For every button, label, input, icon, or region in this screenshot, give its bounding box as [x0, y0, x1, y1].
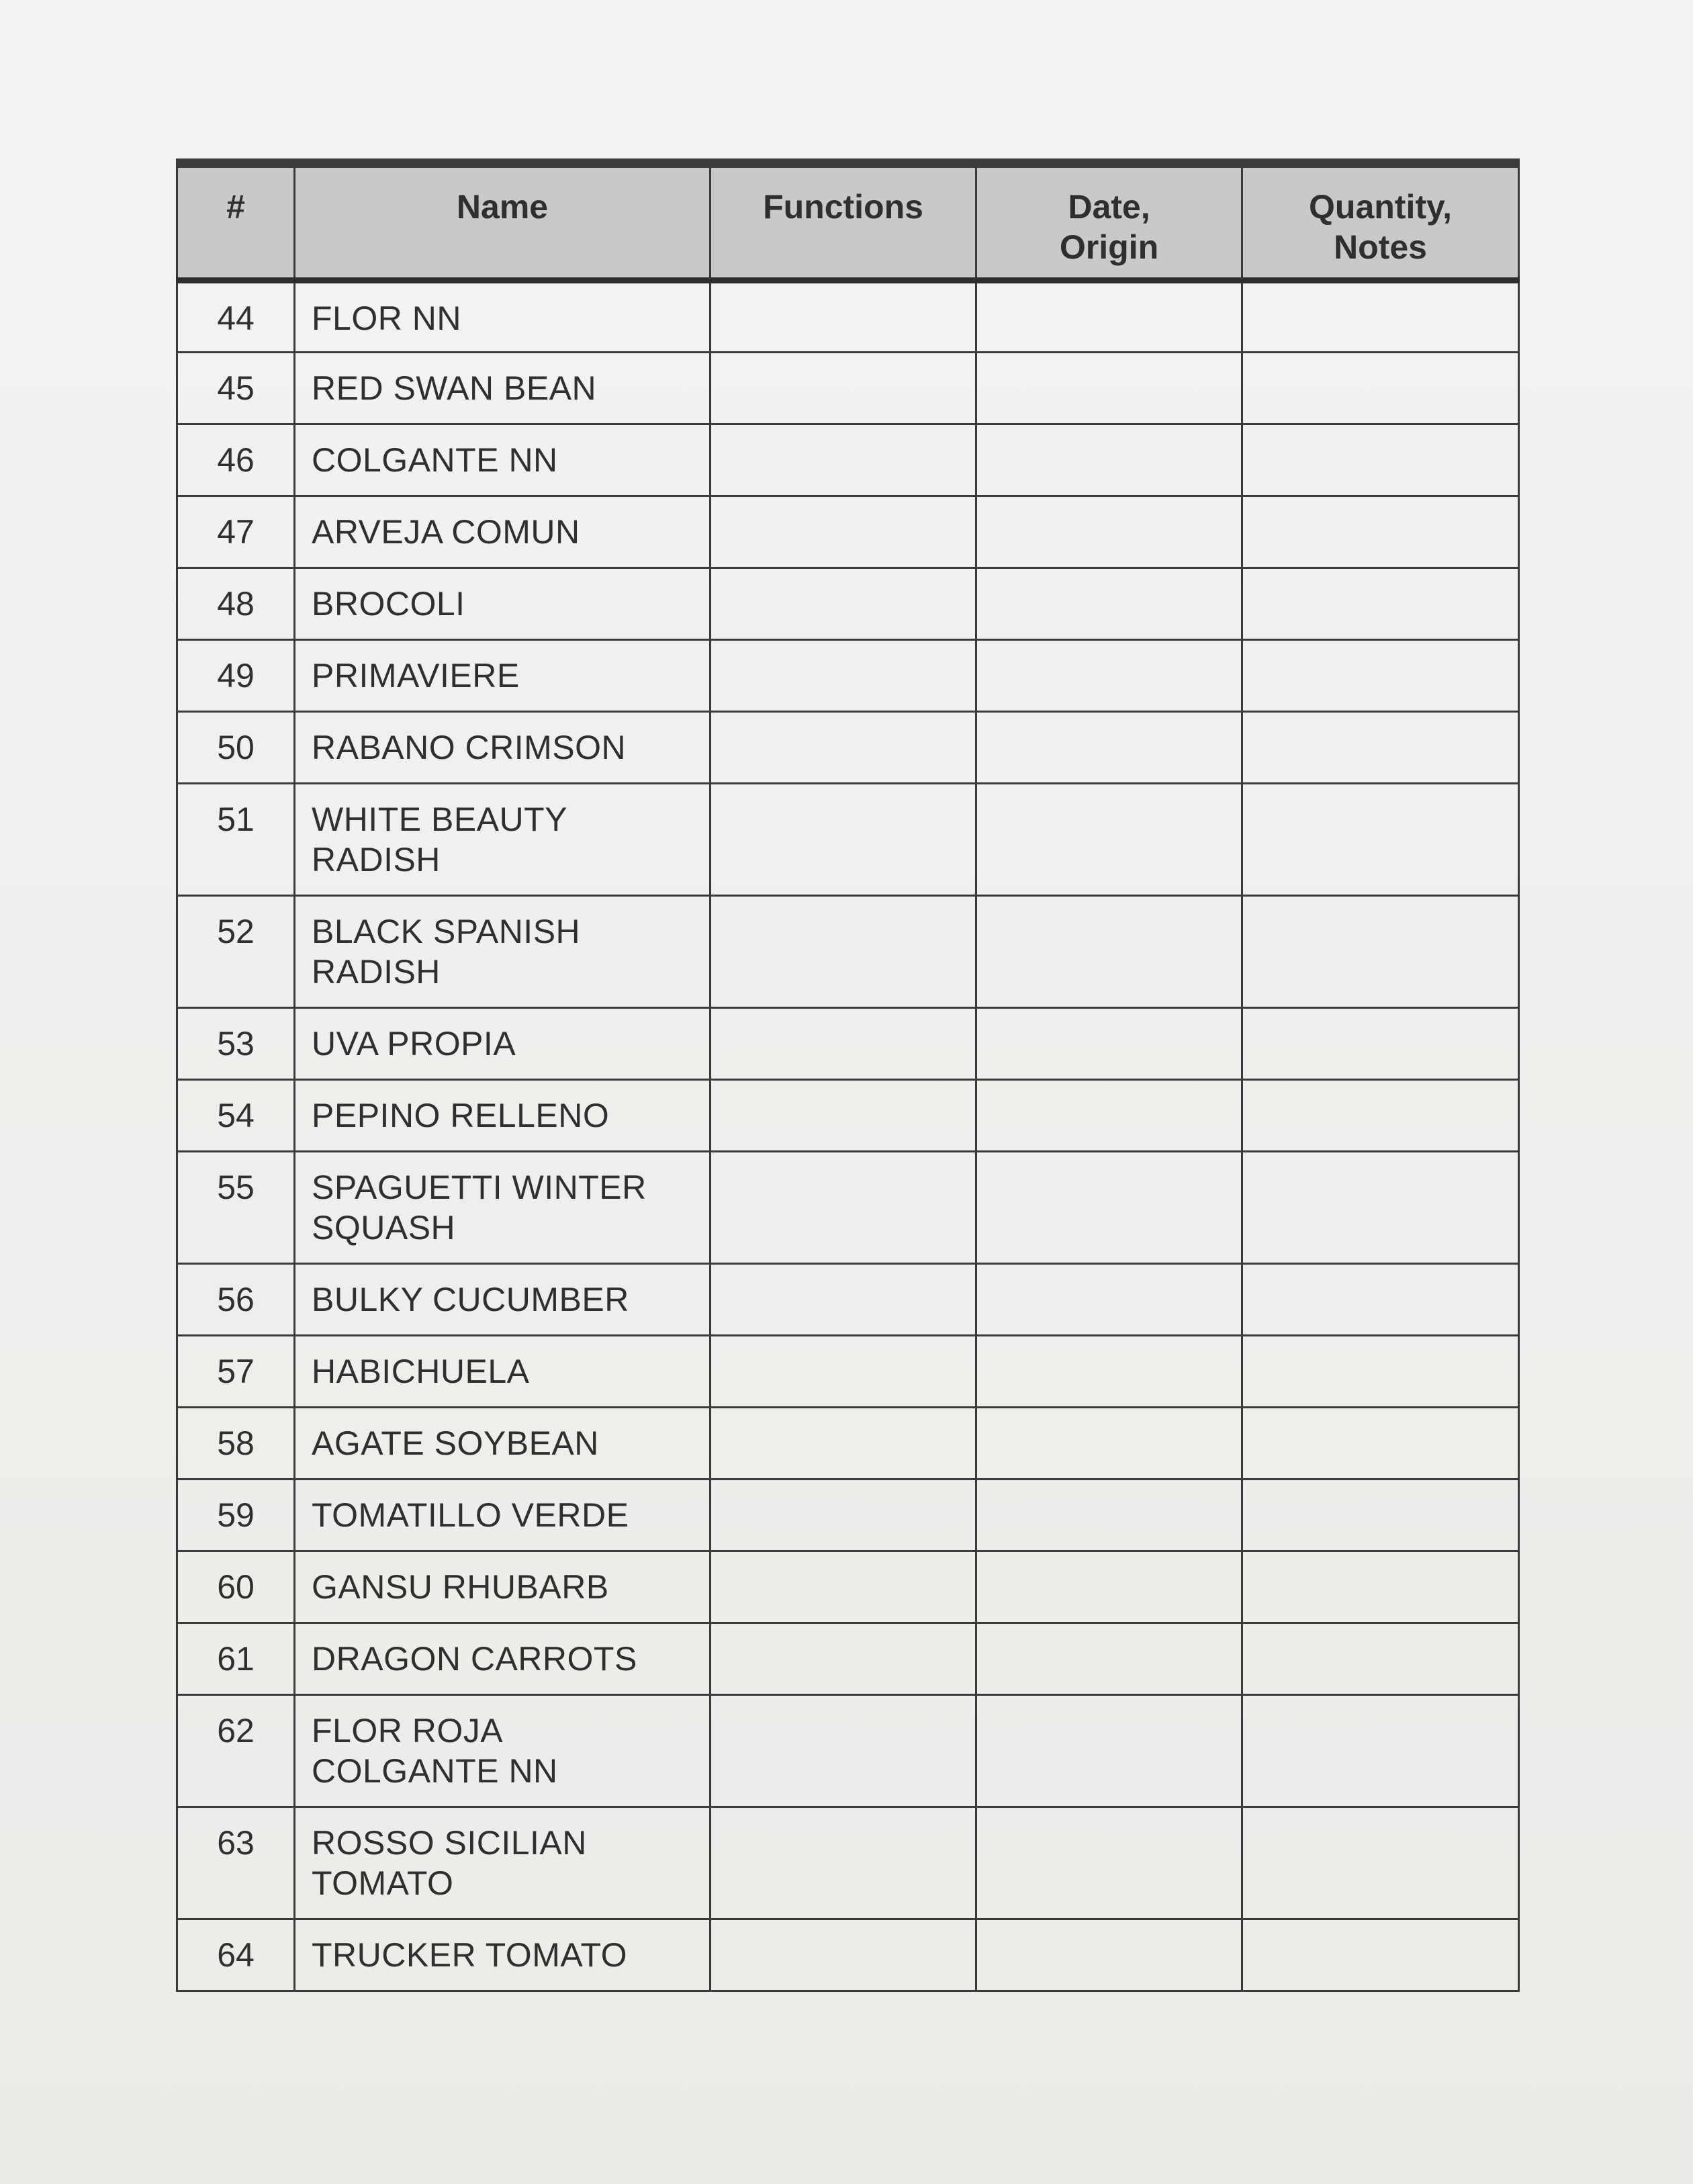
date-origin-cell [976, 1007, 1242, 1079]
row-name-line: ROSSO SICILIAN [312, 1823, 587, 1862]
row-name [295, 1623, 711, 1694]
date-origin-cell [976, 1263, 1242, 1335]
table-row [177, 1407, 1519, 1479]
row-name-line: HABICHUELA [312, 1352, 530, 1390]
row-name [295, 1694, 711, 1807]
functions-cell [711, 567, 976, 639]
header-date-line: Date, [1068, 188, 1150, 226]
row-name-line: PRIMAVIERE [312, 656, 520, 694]
functions-cell [711, 352, 976, 424]
row-number: 49 [177, 639, 295, 711]
row-name-line: BLACK SPANISH [312, 912, 581, 950]
quantity-notes-cell [1242, 1807, 1519, 1919]
table-row [177, 1335, 1519, 1407]
row-name-line: TOMATILLO VERDE [312, 1496, 629, 1534]
row-name [295, 352, 711, 424]
row-name-line: BROCOLI [312, 584, 465, 623]
date-origin-cell [976, 711, 1242, 783]
date-origin-cell [976, 496, 1242, 567]
header-quantity-notes [1242, 163, 1519, 280]
functions-cell [711, 1407, 976, 1479]
row-name [295, 567, 711, 639]
row-name [295, 1079, 711, 1151]
table-body [177, 280, 1519, 1991]
row-name-line: PEPINO RELLENO [312, 1096, 610, 1134]
seed-table [176, 158, 1520, 1992]
row-name [295, 280, 711, 352]
table-row [177, 895, 1519, 1007]
date-origin-cell [976, 639, 1242, 711]
quantity-notes-cell [1242, 895, 1519, 1007]
quantity-notes-cell [1242, 424, 1519, 496]
row-name-line: RABANO CRIMSON [312, 728, 627, 766]
quantity-notes-cell [1242, 352, 1519, 424]
row-name [295, 1551, 711, 1623]
date-origin-cell [976, 1151, 1242, 1263]
functions-cell [711, 1007, 976, 1079]
row-name-line: RADISH [312, 840, 441, 878]
date-origin-cell [976, 1335, 1242, 1407]
quantity-notes-cell [1242, 1079, 1519, 1151]
functions-cell [711, 1694, 976, 1807]
row-name [295, 1007, 711, 1079]
table-row [177, 1919, 1519, 1991]
table-row [177, 1263, 1519, 1335]
row-name-line: WHITE BEAUTY [312, 800, 568, 838]
table-row [177, 567, 1519, 639]
row-number: 63 [177, 1807, 295, 1919]
row-name-line: GANSU RHUBARB [312, 1567, 609, 1606]
row-number: 61 [177, 1623, 295, 1694]
date-origin-cell [976, 1551, 1242, 1623]
row-name [295, 1479, 711, 1551]
functions-cell [711, 424, 976, 496]
row-name [295, 424, 711, 496]
header-number: # [177, 163, 295, 280]
date-origin-cell [976, 1919, 1242, 1991]
quantity-notes-cell [1242, 567, 1519, 639]
date-origin-cell [976, 1694, 1242, 1807]
date-origin-cell [976, 1479, 1242, 1551]
table-row [177, 711, 1519, 783]
row-name-line: COLGANTE NN [312, 1751, 558, 1790]
quantity-notes-cell [1242, 639, 1519, 711]
row-name-line: TOMATO [312, 1864, 454, 1902]
row-name-line: AGATE SOYBEAN [312, 1424, 599, 1462]
quantity-notes-cell [1242, 711, 1519, 783]
row-number: 54 [177, 1079, 295, 1151]
row-name [295, 1335, 711, 1407]
row-name-line: RADISH [312, 952, 441, 991]
row-name [295, 1407, 711, 1479]
table-row [177, 639, 1519, 711]
row-number: 59 [177, 1479, 295, 1551]
table-row [177, 280, 1519, 352]
row-number: 56 [177, 1263, 295, 1335]
row-name [295, 1151, 711, 1263]
table-row [177, 424, 1519, 496]
date-origin-cell [976, 895, 1242, 1007]
date-origin-cell [976, 1623, 1242, 1694]
row-number: 51 [177, 783, 295, 895]
functions-cell [711, 1807, 976, 1919]
quantity-notes-cell [1242, 1007, 1519, 1079]
row-number: 47 [177, 496, 295, 567]
row-name [295, 1807, 711, 1919]
table-row [177, 1551, 1519, 1623]
table-row [177, 1479, 1519, 1551]
functions-cell [711, 711, 976, 783]
row-name-line: COLGANTE NN [312, 441, 558, 479]
functions-cell [711, 1151, 976, 1263]
quantity-notes-cell [1242, 280, 1519, 352]
row-number: 57 [177, 1335, 295, 1407]
row-number: 48 [177, 567, 295, 639]
row-number: 64 [177, 1919, 295, 1991]
table-row [177, 1694, 1519, 1807]
quantity-notes-cell [1242, 1479, 1519, 1551]
quantity-notes-cell [1242, 783, 1519, 895]
row-number: 58 [177, 1407, 295, 1479]
row-name [295, 1919, 711, 1991]
row-name-line: UVA PROPIA [312, 1024, 516, 1062]
header-origin-line: Origin [1059, 228, 1159, 266]
row-name-line: TRUCKER TOMATO [312, 1936, 628, 1974]
quantity-notes-cell [1242, 1407, 1519, 1479]
row-name-line: RED SWAN BEAN [312, 369, 597, 407]
header-notes-line: Notes [1334, 228, 1427, 266]
header-row [177, 163, 1519, 280]
row-name-line: DRAGON CARROTS [312, 1639, 637, 1678]
table-row [177, 1807, 1519, 1919]
table-row [177, 352, 1519, 424]
quantity-notes-cell [1242, 496, 1519, 567]
quantity-notes-cell [1242, 1694, 1519, 1807]
row-name [295, 639, 711, 711]
quantity-notes-cell [1242, 1919, 1519, 1991]
row-name-line: FLOR ROJA [312, 1711, 504, 1749]
row-number: 55 [177, 1151, 295, 1263]
date-origin-cell [976, 1407, 1242, 1479]
table-row [177, 783, 1519, 895]
header-date-origin [976, 163, 1242, 280]
row-number: 62 [177, 1694, 295, 1807]
date-origin-cell [976, 1807, 1242, 1919]
date-origin-cell [976, 783, 1242, 895]
row-name-line: BULKY CUCUMBER [312, 1280, 629, 1318]
functions-cell [711, 639, 976, 711]
row-name-line: ARVEJA COMUN [312, 512, 580, 551]
row-number: 52 [177, 895, 295, 1007]
row-number: 45 [177, 352, 295, 424]
row-name-line: FLOR NN [312, 299, 461, 337]
functions-cell [711, 280, 976, 352]
table-row [177, 1079, 1519, 1151]
row-number: 44 [177, 280, 295, 352]
date-origin-cell [976, 1079, 1242, 1151]
functions-cell [711, 1623, 976, 1694]
functions-cell [711, 1263, 976, 1335]
table-row [177, 1623, 1519, 1694]
header-functions: Functions [711, 163, 976, 280]
header-name: Name [295, 163, 711, 280]
table-row [177, 1007, 1519, 1079]
functions-cell [711, 1479, 976, 1551]
quantity-notes-cell [1242, 1551, 1519, 1623]
header-quantity-line: Quantity, [1309, 188, 1452, 226]
functions-cell [711, 1335, 976, 1407]
row-name [295, 895, 711, 1007]
row-number: 46 [177, 424, 295, 496]
functions-cell [711, 496, 976, 567]
quantity-notes-cell [1242, 1151, 1519, 1263]
quantity-notes-cell [1242, 1335, 1519, 1407]
functions-cell [711, 1919, 976, 1991]
row-number: 50 [177, 711, 295, 783]
functions-cell [711, 1551, 976, 1623]
row-name [295, 711, 711, 783]
date-origin-cell [976, 424, 1242, 496]
date-origin-cell [976, 567, 1242, 639]
row-name [295, 496, 711, 567]
row-name-line: SPAGUETTI WINTER [312, 1168, 647, 1206]
functions-cell [711, 895, 976, 1007]
row-name-line: SQUASH [312, 1208, 456, 1246]
row-number: 53 [177, 1007, 295, 1079]
row-name [295, 783, 711, 895]
table-row [177, 496, 1519, 567]
table-row [177, 1151, 1519, 1263]
quantity-notes-cell [1242, 1263, 1519, 1335]
quantity-notes-cell [1242, 1623, 1519, 1694]
row-number: 60 [177, 1551, 295, 1623]
date-origin-cell [976, 352, 1242, 424]
row-name [295, 1263, 711, 1335]
functions-cell [711, 1079, 976, 1151]
date-origin-cell [976, 280, 1242, 352]
functions-cell [711, 783, 976, 895]
